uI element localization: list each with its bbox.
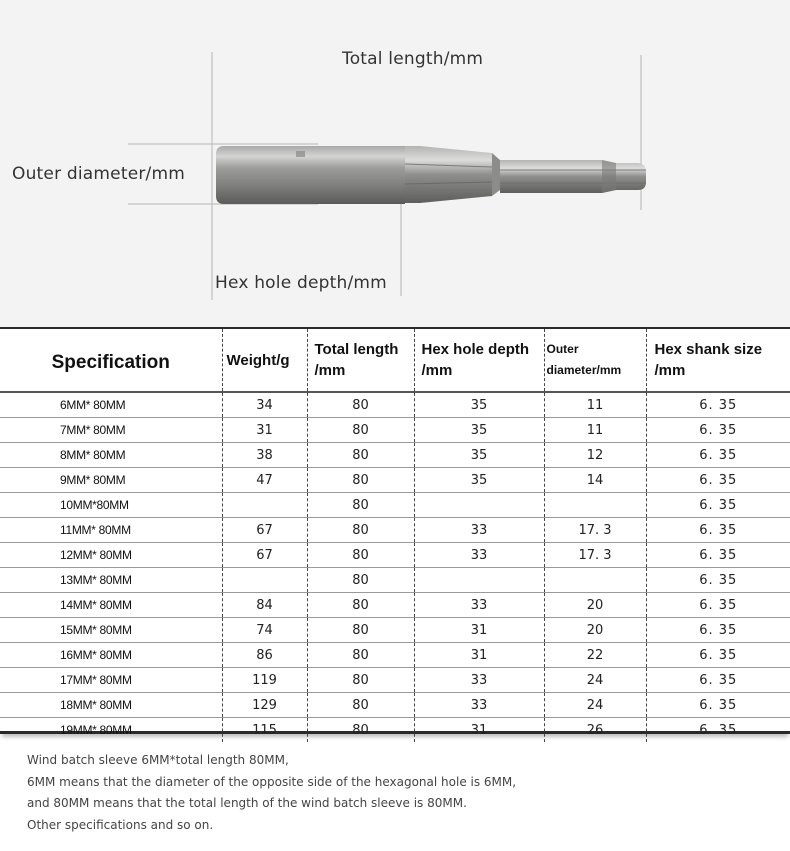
- cell-weight: 67: [222, 518, 307, 543]
- cell-outer-diameter: [544, 568, 646, 593]
- table-row: [0, 593, 790, 618]
- cell-outer-diameter: 12: [544, 443, 646, 468]
- cell-total-length: 80: [307, 693, 414, 718]
- table-row: [0, 493, 790, 518]
- cell-spec: 14MM* 80MM: [0, 593, 222, 618]
- cell-hex-depth: 33: [414, 693, 544, 718]
- spec-notes: [27, 750, 767, 836]
- cell-hex-depth: 35: [414, 392, 544, 418]
- note-line: Wind batch sleeve 6MM*total length 80MM,: [27, 753, 289, 767]
- cell-spec: 10MM*80MM: [0, 493, 222, 518]
- cell-outer-diameter: 17. 3: [544, 543, 646, 568]
- cell-shank-size: 6. 35: [646, 493, 790, 518]
- cell-spec: 13MM* 80MM: [0, 568, 222, 593]
- table-row: [0, 418, 790, 443]
- cell-weight: 74: [222, 618, 307, 643]
- cell-shank-size: 6. 35: [646, 418, 790, 443]
- cell-weight: 38: [222, 443, 307, 468]
- hex-collar: [405, 146, 492, 203]
- note-line: 6MM means that the diameter of the opposite side of the hexagonal hole is 6MM,: [27, 774, 517, 789]
- cell-shank-size: 6. 35: [646, 468, 790, 493]
- note-line: Other specifications and so on.: [27, 817, 214, 832]
- cell-spec: 11MM* 80MM: [0, 518, 222, 543]
- table-header-row: [0, 329, 790, 392]
- shank-neck: [492, 153, 500, 196]
- cell-weight: 86: [222, 643, 307, 668]
- cell-shank-size: 6. 35: [646, 693, 790, 718]
- spec-table: [0, 329, 790, 742]
- table-row: [0, 443, 790, 468]
- cell-hex-depth: [414, 493, 544, 518]
- cell-total-length: 80: [307, 618, 414, 643]
- cell-shank-size: 6. 35: [646, 593, 790, 618]
- cell-shank-size: 6. 35: [646, 543, 790, 568]
- cell-total-length: 80: [307, 643, 414, 668]
- cell-spec: 19MM* 80MM: [60, 723, 132, 737]
- table-row: [0, 643, 790, 668]
- cell-hex-depth: 33: [414, 543, 544, 568]
- cell-outer-diameter: [544, 493, 646, 518]
- cell-weight: 115: [222, 718, 307, 743]
- header-outer-diameter: Outer diameter/mm: [544, 329, 646, 392]
- cell-weight: 129: [222, 693, 307, 718]
- cell-outer-diameter: 22: [544, 643, 646, 668]
- cell-hex-depth: 33: [414, 668, 544, 693]
- cell-hex-depth: 33: [414, 593, 544, 618]
- table-row: [0, 668, 790, 693]
- sleeve-body: [216, 146, 405, 204]
- specification-table: [0, 327, 790, 738]
- cell-spec: 15MM* 80MM: [0, 618, 222, 643]
- cell-outer-diameter: 26: [544, 718, 646, 743]
- sleeve-notch: [296, 151, 305, 157]
- total-length-label: Total length/mm: [342, 49, 484, 69]
- cell-weight: [222, 568, 307, 593]
- cell-outer-diameter: 20: [544, 618, 646, 643]
- table-row: [0, 518, 790, 543]
- table-row: [0, 543, 790, 568]
- cell-shank-size: 6. 35: [646, 518, 790, 543]
- cell-spec: 17MM* 80MM: [0, 668, 222, 693]
- cell-hex-depth: 35: [414, 443, 544, 468]
- cell-spec: 8MM* 80MM: [0, 443, 222, 468]
- cell-outer-diameter: 11: [544, 418, 646, 443]
- cell-spec: 16MM* 80MM: [0, 643, 222, 668]
- header-hex-shank-size: Hex shank size /mm: [646, 329, 790, 392]
- cell-shank-size: 6. 35: [646, 718, 790, 743]
- table-row: [0, 568, 790, 593]
- cell-weight: 119: [222, 668, 307, 693]
- cell-shank-size: 6. 35: [646, 668, 790, 693]
- cell-shank-size: 6. 35: [646, 392, 790, 418]
- cell-shank-size: 6. 35: [646, 643, 790, 668]
- outer-diameter-label: Outer diameter/mm: [12, 164, 185, 184]
- table-row: [0, 718, 790, 743]
- cell-hex-depth: 35: [414, 418, 544, 443]
- cell-total-length: 80: [307, 718, 414, 743]
- cell-weight: 34: [222, 392, 307, 418]
- cell-hex-depth: [414, 568, 544, 593]
- cell-total-length: 80: [307, 518, 414, 543]
- cell-total-length: 80: [307, 443, 414, 468]
- cell-hex-depth: 35: [414, 468, 544, 493]
- cell-shank-size: 6. 35: [646, 568, 790, 593]
- cell-total-length: 80: [307, 392, 414, 418]
- table-row: [0, 468, 790, 493]
- cell-total-length: 80: [307, 468, 414, 493]
- cell-weight: 47: [222, 468, 307, 493]
- cell-outer-diameter: 14: [544, 468, 646, 493]
- cell-total-length: 80: [307, 418, 414, 443]
- cell-shank-size: 6. 35: [646, 618, 790, 643]
- cell-outer-diameter: 24: [544, 668, 646, 693]
- note-line: and 80MM means that the total length of the wind batch sleeve is 80MM.: [27, 796, 467, 810]
- hex-hole-depth-label: Hex hole depth/mm: [215, 273, 387, 293]
- table-row: [0, 693, 790, 718]
- cell-hex-depth: 31: [414, 643, 544, 668]
- cell-total-length: 80: [307, 543, 414, 568]
- product-diagram: [0, 0, 790, 328]
- cell-spec: 7MM* 80MM: [0, 418, 222, 443]
- header-weight: Weight/g: [222, 329, 307, 392]
- cell-outer-diameter: 11: [544, 392, 646, 418]
- cell-total-length: 80: [307, 568, 414, 593]
- cell-outer-diameter: 20: [544, 593, 646, 618]
- header-specification: Specification: [0, 329, 222, 392]
- cell-outer-diameter: 24: [544, 693, 646, 718]
- cell-hex-depth: 33: [414, 518, 544, 543]
- cell-total-length: 80: [307, 493, 414, 518]
- cell-spec: 6MM* 80MM: [0, 392, 222, 418]
- cell-spec: 9MM* 80MM: [0, 468, 222, 493]
- cell-total-length: 80: [307, 668, 414, 693]
- cell-hex-depth: 31: [414, 618, 544, 643]
- cell-weight: 84: [222, 593, 307, 618]
- cell-spec: 18MM* 80MM: [0, 693, 222, 718]
- cell-spec: 12MM* 80MM: [0, 543, 222, 568]
- cell-hex-depth: 31: [414, 718, 544, 743]
- cell-weight: 31: [222, 418, 307, 443]
- cell-weight: [222, 493, 307, 518]
- table-row: [0, 618, 790, 643]
- header-hex-hole-depth: Hex hole depth /mm: [414, 329, 544, 392]
- cell-total-length: 80: [307, 593, 414, 618]
- cell-shank-size: 6. 35: [646, 443, 790, 468]
- cell-weight: 67: [222, 543, 307, 568]
- hex-shank: [500, 160, 646, 193]
- cell-outer-diameter: 17. 3: [544, 518, 646, 543]
- table-row: [0, 392, 790, 418]
- header-total-length: Total length /mm: [307, 329, 414, 392]
